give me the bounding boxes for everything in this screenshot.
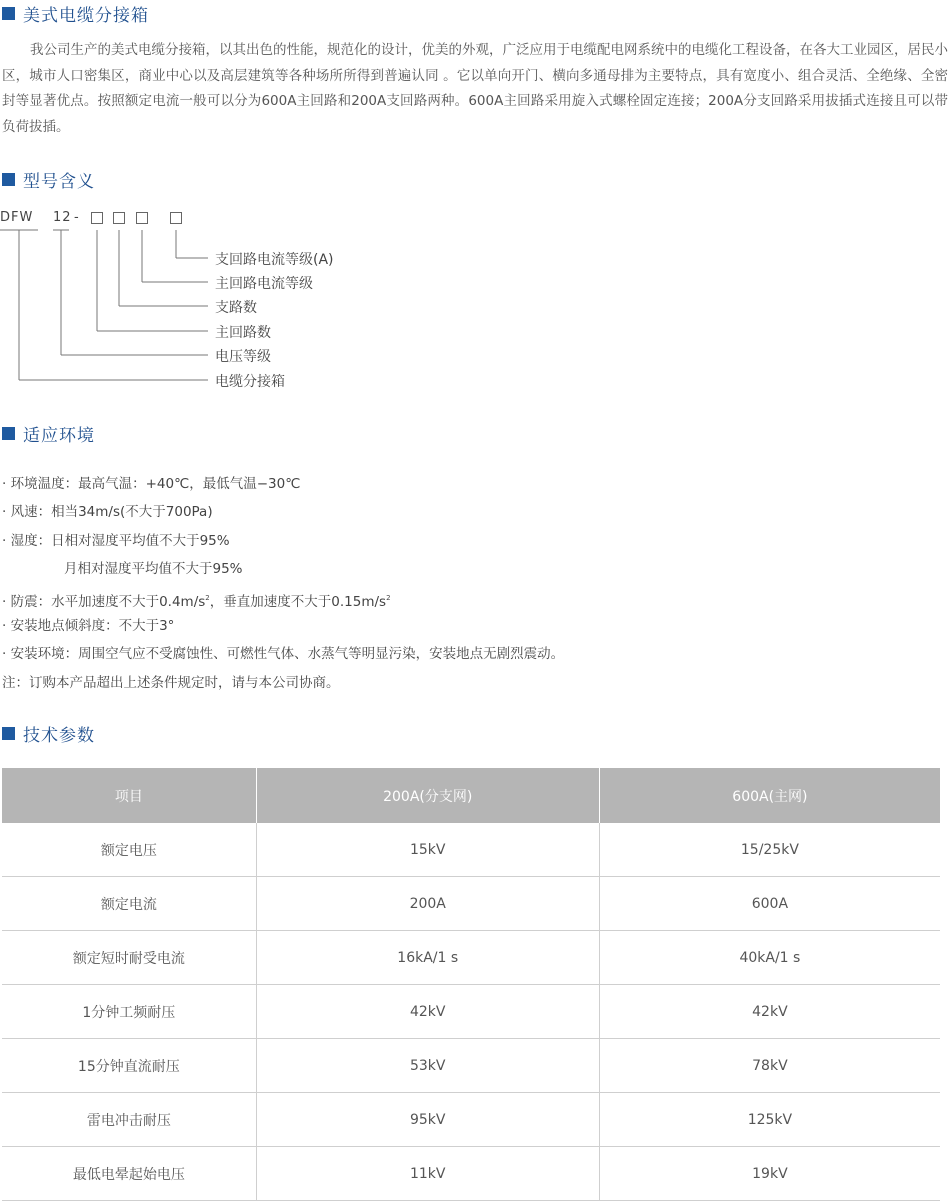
table-row [2, 1039, 940, 1093]
header-item: 项目 [2, 768, 256, 823]
param-600a: 19kV [599, 1147, 940, 1201]
section-title: 技术参数 [23, 725, 95, 746]
param-name: 额定电压 [2, 823, 256, 877]
intro-paragraph: 我公司生产的美式电缆分接箱，以其出色的性能，规范化的设计，优美的外观，广泛应用于电缆配电网系统中的电缆化工程设备，在各大工业园区，居民小区，城市人口密集区，商业中心以及高层建筑等各种场所所得到普遍认同 。它以单向开门、横向多通母排为主要特点，具有宽度小、组合灵活、全绝缘、全密封等显著优点。按照额定电流一般可以分为600A主回路和200A支回路两种。600A主回路采用旋入式螺栓固定连接；200A分支回路采用拔插式连接且可以带负荷拔插。 [2, 42, 948, 135]
square-bullet-icon [2, 727, 15, 740]
param-200a: 11kV [256, 1147, 599, 1201]
env-humidity-month: 月相对湿度平均值不大于95% [64, 561, 243, 578]
param-200a: 95kV [256, 1093, 599, 1147]
diagram-label: 支回路电流等级(A) [215, 252, 334, 268]
diagram-label: 支路数 [215, 300, 257, 316]
superscript: 2 [205, 593, 210, 602]
superscript: 2 [386, 593, 391, 602]
diagram-connector-lines [0, 205, 400, 400]
section-title: 适应环境 [23, 425, 95, 446]
model-prefix: DFW [0, 210, 34, 225]
section-heading-params [0, 720, 95, 746]
param-name: 额定电流 [2, 877, 256, 931]
param-200a: 15kV [256, 823, 599, 877]
env-quake-horizontal: · 防震：水平加速度不大于0.4m/s [2, 593, 206, 610]
section-title: 美式电缆分接箱 [23, 5, 149, 26]
section-title: 型号含义 [23, 171, 95, 192]
table-row [2, 985, 940, 1039]
model-voltage: 12 [53, 210, 72, 225]
params-table [2, 768, 940, 1201]
env-slope: · 安装地点倾斜度：不大于3° [2, 617, 175, 634]
param-name: 额定短时耐受电流 [2, 931, 256, 985]
placeholder-box [91, 212, 103, 224]
diagram-label: 电压等级 [215, 349, 271, 365]
param-name: 1分钟工频耐压 [2, 985, 256, 1039]
diagram-label: 电缆分接箱 [215, 374, 285, 390]
table-header-row [2, 768, 940, 823]
square-bullet-icon [2, 427, 15, 440]
param-200a: 200A [256, 877, 599, 931]
param-name: 最低电晕起始电压 [2, 1147, 256, 1201]
param-600a: 600A [599, 877, 940, 931]
section-heading-intro [0, 0, 149, 26]
param-600a: 78kV [599, 1039, 940, 1093]
diagram-label: 主回路电流等级 [215, 276, 313, 292]
table-row [2, 877, 940, 931]
param-200a: 42kV [256, 985, 599, 1039]
table-row [2, 1093, 940, 1147]
table-row [2, 823, 940, 877]
param-name: 雷电冲击耐压 [2, 1093, 256, 1147]
table-row [2, 931, 940, 985]
param-200a: 53kV [256, 1039, 599, 1093]
header-600a: 600A(主网) [599, 768, 940, 823]
param-600a: 40kA/1 s [599, 931, 940, 985]
env-install: · 安装环境：周围空气应不受腐蚀性、可燃性气体、水蒸气等明显污染，安装地点无剧烈震动。 [2, 646, 565, 663]
environment-list [2, 470, 942, 697]
param-600a: 42kV [599, 985, 940, 1039]
param-600a: 125kV [599, 1093, 940, 1147]
section-heading-model [0, 166, 95, 192]
env-note: 注：订购本产品超出上述条件规定时，请与本公司协商。 [2, 674, 340, 691]
env-quake [2, 584, 942, 612]
param-name: 15分钟直流耐压 [2, 1039, 256, 1093]
env-quake-vertical: ，垂直加速度不大于0.15m/s [209, 593, 387, 610]
model-dash: - [74, 210, 80, 225]
model-diagram [0, 205, 400, 400]
header-200a: 200A(分支网) [256, 768, 599, 823]
placeholder-box [136, 212, 148, 224]
placeholder-box [170, 212, 182, 224]
env-wind: · 风速：相当34m/s(不大于700Pa) [2, 504, 213, 521]
param-600a: 15/25kV [599, 823, 940, 877]
section-heading-env [0, 420, 95, 446]
placeholder-box [113, 212, 125, 224]
diagram-label: 主回路数 [215, 325, 271, 341]
table-row [2, 1147, 940, 1201]
env-humidity-day: · 湿度：日相对湿度平均值不大于95% [2, 532, 230, 549]
env-temperature: · 环境温度：最高气温：+40℃，最低气温−30℃ [2, 476, 301, 492]
param-200a: 16kA/1 s [256, 931, 599, 985]
square-bullet-icon [2, 7, 15, 20]
square-bullet-icon [2, 173, 15, 186]
